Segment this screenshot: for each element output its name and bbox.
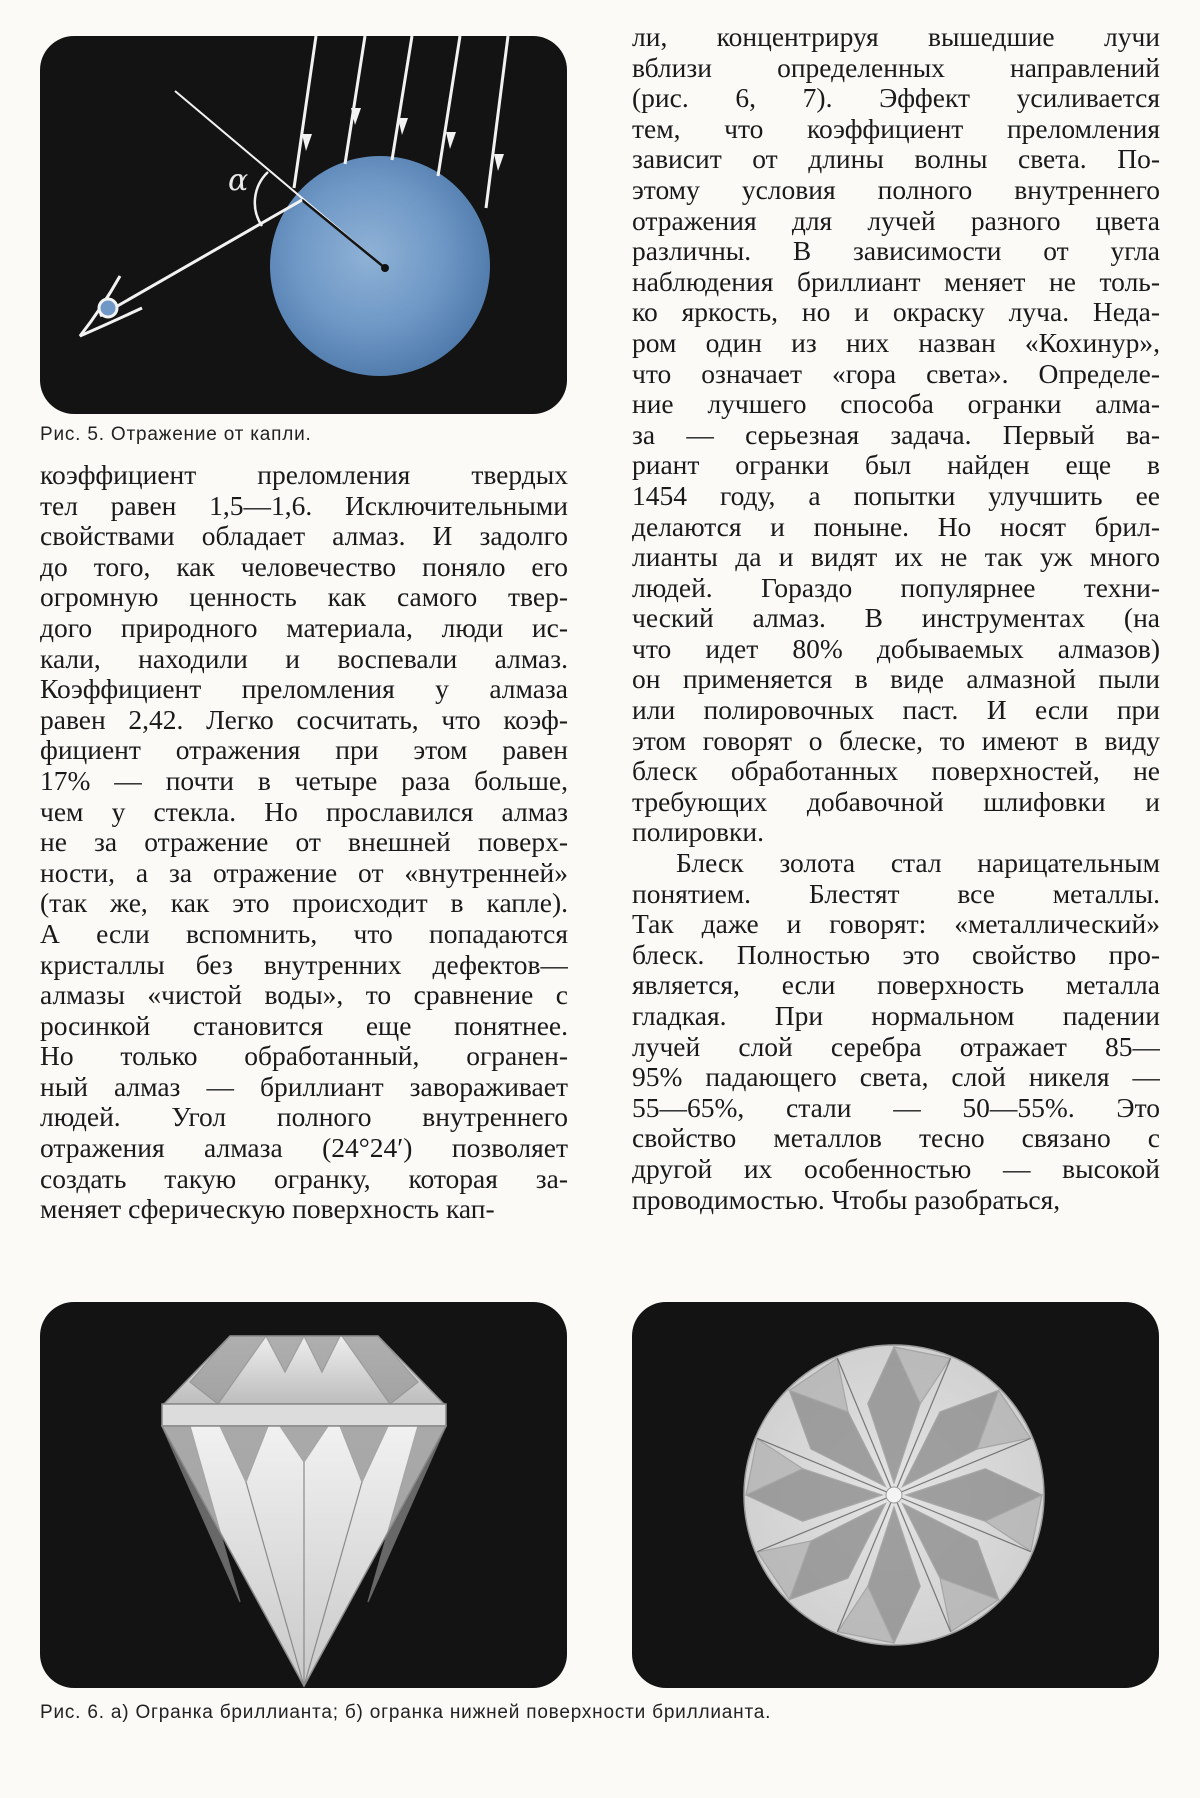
text-line: блеск. Полностью это свойство про- [632,939,1160,970]
text-line: ром один из них назван «Кохинур», [632,327,1160,358]
text-line: кристаллы без внутренних дефектов— [40,949,568,980]
text-line: (рис. 6, 7). Эффект усиливается [632,83,1160,114]
text-line: зависит от длины волны света. По- [632,144,1160,175]
text-line: (так же, как это происходит в капле). [40,888,568,919]
text-line: полировки. [632,817,764,848]
text-line: огромную ценность как самого твер- [40,582,568,613]
text-line: требующих добавочной шлифовки и [632,786,1160,817]
left-text-column [40,460,568,1225]
text-line: росинкой становится еще понятнее. [40,1010,568,1041]
text-line: тем, что коэффициент преломления [632,113,1160,144]
text-line: коэффициент преломления твердых [40,460,568,490]
text-line: что означает «гора света». Определе- [632,358,1160,389]
text-line: Коэффициент преломления у алмаза [40,674,568,705]
text-line: ный алмаз — бриллиант завораживает [40,1071,568,1102]
text-line: другой их особенностью — высокой [632,1153,1160,1184]
text-line: ние лучшего способа огранки алма- [632,389,1160,420]
text-line: наблюдения бриллиант меняет не толь- [632,266,1160,297]
text-line: является, если поверхность металла [632,970,1160,1001]
text-line: понятием. Блестят все металлы. [632,878,1160,909]
drop-center [381,264,389,272]
text-line: за — серьезная задача. Первый ва- [632,419,1160,450]
text-line: кали, находили и воспевали алмаз. [40,643,568,674]
text-line: риант огранки был найден еще в [632,450,1160,481]
text-line: создать такую огранку, которая за- [40,1163,568,1194]
text-line: свойство металлов тесно связано с [632,1123,1160,1154]
text-line: ко яркость, но и окраску луча. Неда- [632,297,1160,328]
text-line: А если вспомнить, что попадаются [40,918,568,949]
text-line: блеск обработанных поверхностей, не [632,756,1160,787]
text-line: равен 2,42. Легко сосчитать, что коэф- [40,704,568,735]
culet [886,1487,902,1503]
text-line: этом говорят о блеске, то имеют в виду [632,725,1160,756]
text-line: ли, концентрируя вышедшие лучи [632,22,1160,52]
text-line: ческий алмаз. В инструментах (на [632,603,1160,634]
text-line: ности, а за отражение от «внутренней» [40,857,568,888]
text-line: гладкая. При нормальном падении [632,1001,1160,1031]
text-line: проводимостью. Чтобы разобраться, [632,1184,1061,1215]
figure-6a-brilliant-cut [40,1302,567,1688]
text-line: меняет сферическую поверхность кап- [40,1194,495,1225]
text-line: Но только обработанный, огранен- [40,1041,568,1072]
text-line: людей. Угол полного внутреннего [40,1102,568,1133]
text-line: 55—65%, стали — 50—55%. Это [632,1092,1160,1123]
text-line: делаются и поныне. Но носят брил- [632,511,1160,542]
figure-5-drop-reflection [40,36,567,414]
text-line: дого природного материала, люди ис- [40,612,568,643]
angle-alpha-label: α [228,163,249,198]
water-drop [270,156,490,376]
girdle [162,1404,446,1426]
angle-arc [255,172,268,226]
text-line: различны. В зависимости от угла [632,236,1160,267]
text-line: тел равен 1,5—1,6. Исключительными [40,490,568,521]
text-line: Блеск золота стал нарицательным [676,848,1160,879]
text-line: отражения алмаза (24°24′) позволяет [40,1133,568,1164]
figure-6b-bottom-surface [632,1302,1159,1688]
text-line: 95% падающего света, слой никеля — [632,1062,1160,1093]
text-line: или полировочных паст. И если при [632,695,1160,726]
eye-icon [80,276,142,336]
text-line: лианты да и видят их не так уж много [632,542,1160,573]
text-line: 1454 году, а попытки улучшить ее [632,480,1160,511]
text-line: он применяется в виде алмазной пыли [632,664,1160,695]
figure-6-caption: Рис. 6. а) Огранка бриллианта; б) огранка нижней поверхности бриллианта. [40,1702,772,1723]
text-line: до того, как человечество поняло его [40,551,568,582]
text-line: 17% — почти в четыре раза больше, [40,765,568,796]
text-line: отражения для лучей разного цвета [632,205,1160,236]
text-line: свойствами обладает алмаз. И задолго [40,521,568,552]
text-line: людей. Гораздо популярнее техни- [632,572,1160,603]
text-line: этому условия полного внутреннего [632,174,1160,205]
text-line: что идет 80% добываемых алмазов) [632,633,1160,664]
text-line: Так даже и говорят: «металлический» [632,909,1160,940]
figure-5-caption: Рис. 5. Отражение от капли. [40,424,312,445]
text-line: вблизи определенных направлений [632,52,1160,83]
brilliant-bottom-view [632,1302,1159,1688]
text-line: чем у стекла. Но прославился алмаз [40,796,568,827]
text-line: лучей слой серебра отражает 85— [632,1031,1160,1062]
text-line: фициент отражения при этом равен [40,735,568,766]
text-line: алмазы «чистой воды», то сравнение с [40,980,568,1011]
text-line: не за отражение от внешней поверх- [40,827,568,858]
brilliant-side-view [40,1302,567,1688]
right-text-column [632,22,1160,1215]
drop-reflection-illustration [40,36,567,414]
